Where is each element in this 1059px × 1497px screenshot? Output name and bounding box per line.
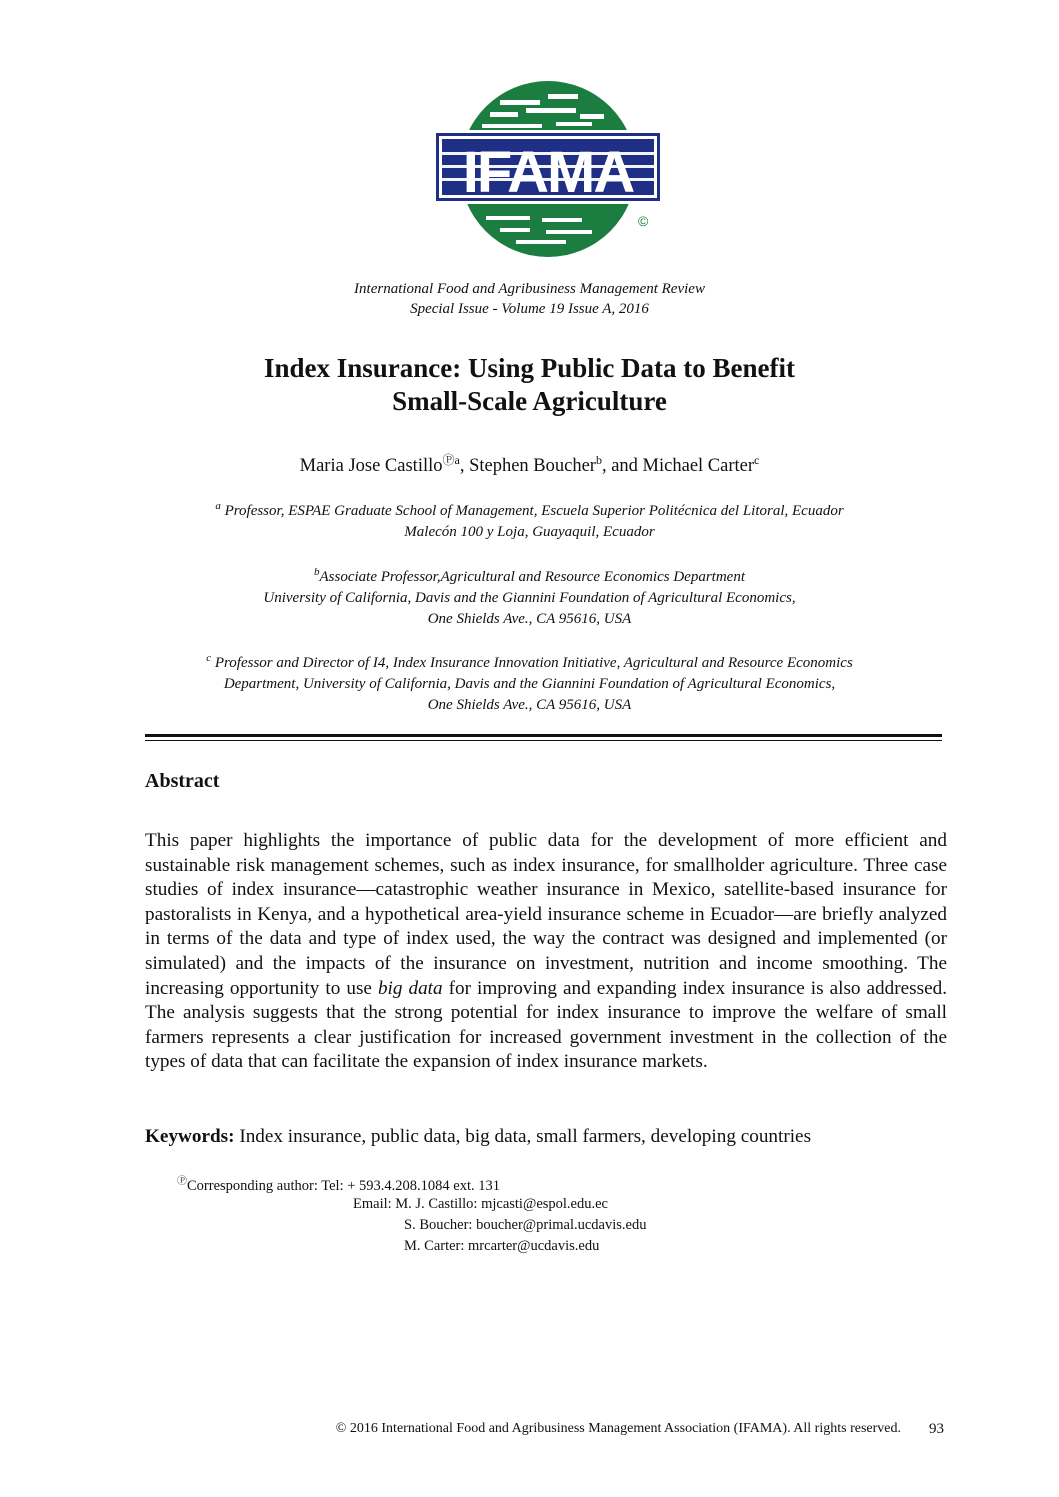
author-3-sup: c [754, 453, 760, 467]
keywords [145, 1126, 811, 1148]
author-1-sup: Ⓟa [442, 453, 460, 467]
author-1-name: Maria Jose Castillo [299, 456, 443, 477]
author-2-sup: b [595, 453, 602, 467]
corresponding-author [177, 1172, 500, 1196]
corresponding-line-1: Corresponding author: Tel: + 593.4.208.1084 ext. 131 [187, 1177, 500, 1194]
affiliation-c-line-1: Professor and Director of I4, Index Insurance Innovation Initiative, Agricultural and Resource Economics [211, 655, 853, 671]
affiliation-b-line-2: University of California, Davis and the Giannini Foundation of Agricultural Economics, [263, 590, 796, 606]
affiliation-c-sup: c [206, 652, 212, 664]
journal-issue: Special Issue - Volume 19 Issue A, 2016 [410, 301, 649, 317]
header-rule-thin [145, 740, 942, 741]
affiliation-a [0, 496, 1059, 543]
journal-name: International Food and Agribusiness Management Review [354, 281, 705, 297]
journal-info [0, 279, 1059, 319]
affiliation-a-line-2: Malecón 100 y Loja, Guayaquil, Ecuador [404, 524, 655, 540]
abstract-text-part-1: This paper highlights the importance of public data for the development of more efficient and sustainable risk management schemes, such as index insurance, for smallholder agriculture. Three case studies of index insurance—catastrophic weather insurance in Mexico, satellite-based insurance for pastoralists in Kenya, and a hypothetical area-yield insurance scheme in Ecuador—are briefly analyzed in terms of the data and type of index used, the way the contract was designed and implemented (or simulated) and the impacts of the insurance on investment, nutrition and income smoothing. The increasing opportunity to use [145, 830, 947, 999]
email-castillo: Email: M. J. Castillo: mjcasti@espol.edu.ec [353, 1196, 608, 1212]
page-number: 93 [929, 1421, 944, 1437]
title-line-1: Index Insurance: Using Public Data to Benefit [263, 353, 796, 383]
footer-copyright: © 2016 International Food and Agribusiness Management Association (IFAMA). All rights reserved. [335, 1421, 901, 1436]
logo-copyright-mark: © [638, 213, 649, 229]
affiliation-b-sup: b [314, 566, 320, 578]
header-rule-thick [145, 734, 942, 737]
affiliation-b-line-1: Associate Professor,Agricultural and Resource Economics Department [319, 569, 745, 585]
abstract-text-part-2: for improving and expanding index insurance is also addressed. The analysis suggests that the strong potential for index insurance to improve the welfare of small farmers represents a clear justification for increased government investment in the collection of the types of data that can facilitate the expansion of index insurance markets. [145, 977, 947, 1073]
author-list [0, 451, 1059, 477]
affiliation-a-line-1: Professor, ESPAE Graduate School of Management, Escuela Superior Politécnica del Litoral, Ecuador [220, 503, 844, 519]
author-2-name: , Stephen Boucher [459, 456, 596, 477]
keywords-text: Index insurance, public data, big data, small farmers, developing countries [234, 1126, 812, 1147]
affiliation-b-line-3: One Shields Ave., CA 95616, USA [427, 611, 632, 627]
title-line-2: Small-Scale Agriculture [392, 386, 667, 416]
author-3-name: , and Michael Carter [601, 456, 755, 477]
affiliation-a-sup: a [215, 500, 221, 512]
affiliation-c-line-2: Department, University of California, Davis and the Giannini Foundation of Agricultural Economics, [223, 676, 836, 692]
ifama-logo [430, 78, 666, 260]
corresponding-sup: Ⓟ [177, 1176, 187, 1187]
affiliation-b [0, 562, 1059, 630]
logo-text: IFAMA [462, 140, 634, 205]
abstract-body [145, 829, 947, 1075]
abstract-emphasis: big data [377, 977, 443, 999]
email-carter: M. Carter: mrcarter@ucdavis.edu [404, 1238, 600, 1254]
email-boucher: S. Boucher: boucher@primal.ucdavis.edu [404, 1217, 647, 1233]
paper-title [0, 352, 1059, 418]
abstract-heading: Abstract [145, 770, 220, 792]
affiliation-c-line-3: One Shields Ave., CA 95616, USA [427, 697, 632, 713]
keywords-label: Keywords: [145, 1126, 235, 1147]
affiliation-c [0, 648, 1059, 716]
